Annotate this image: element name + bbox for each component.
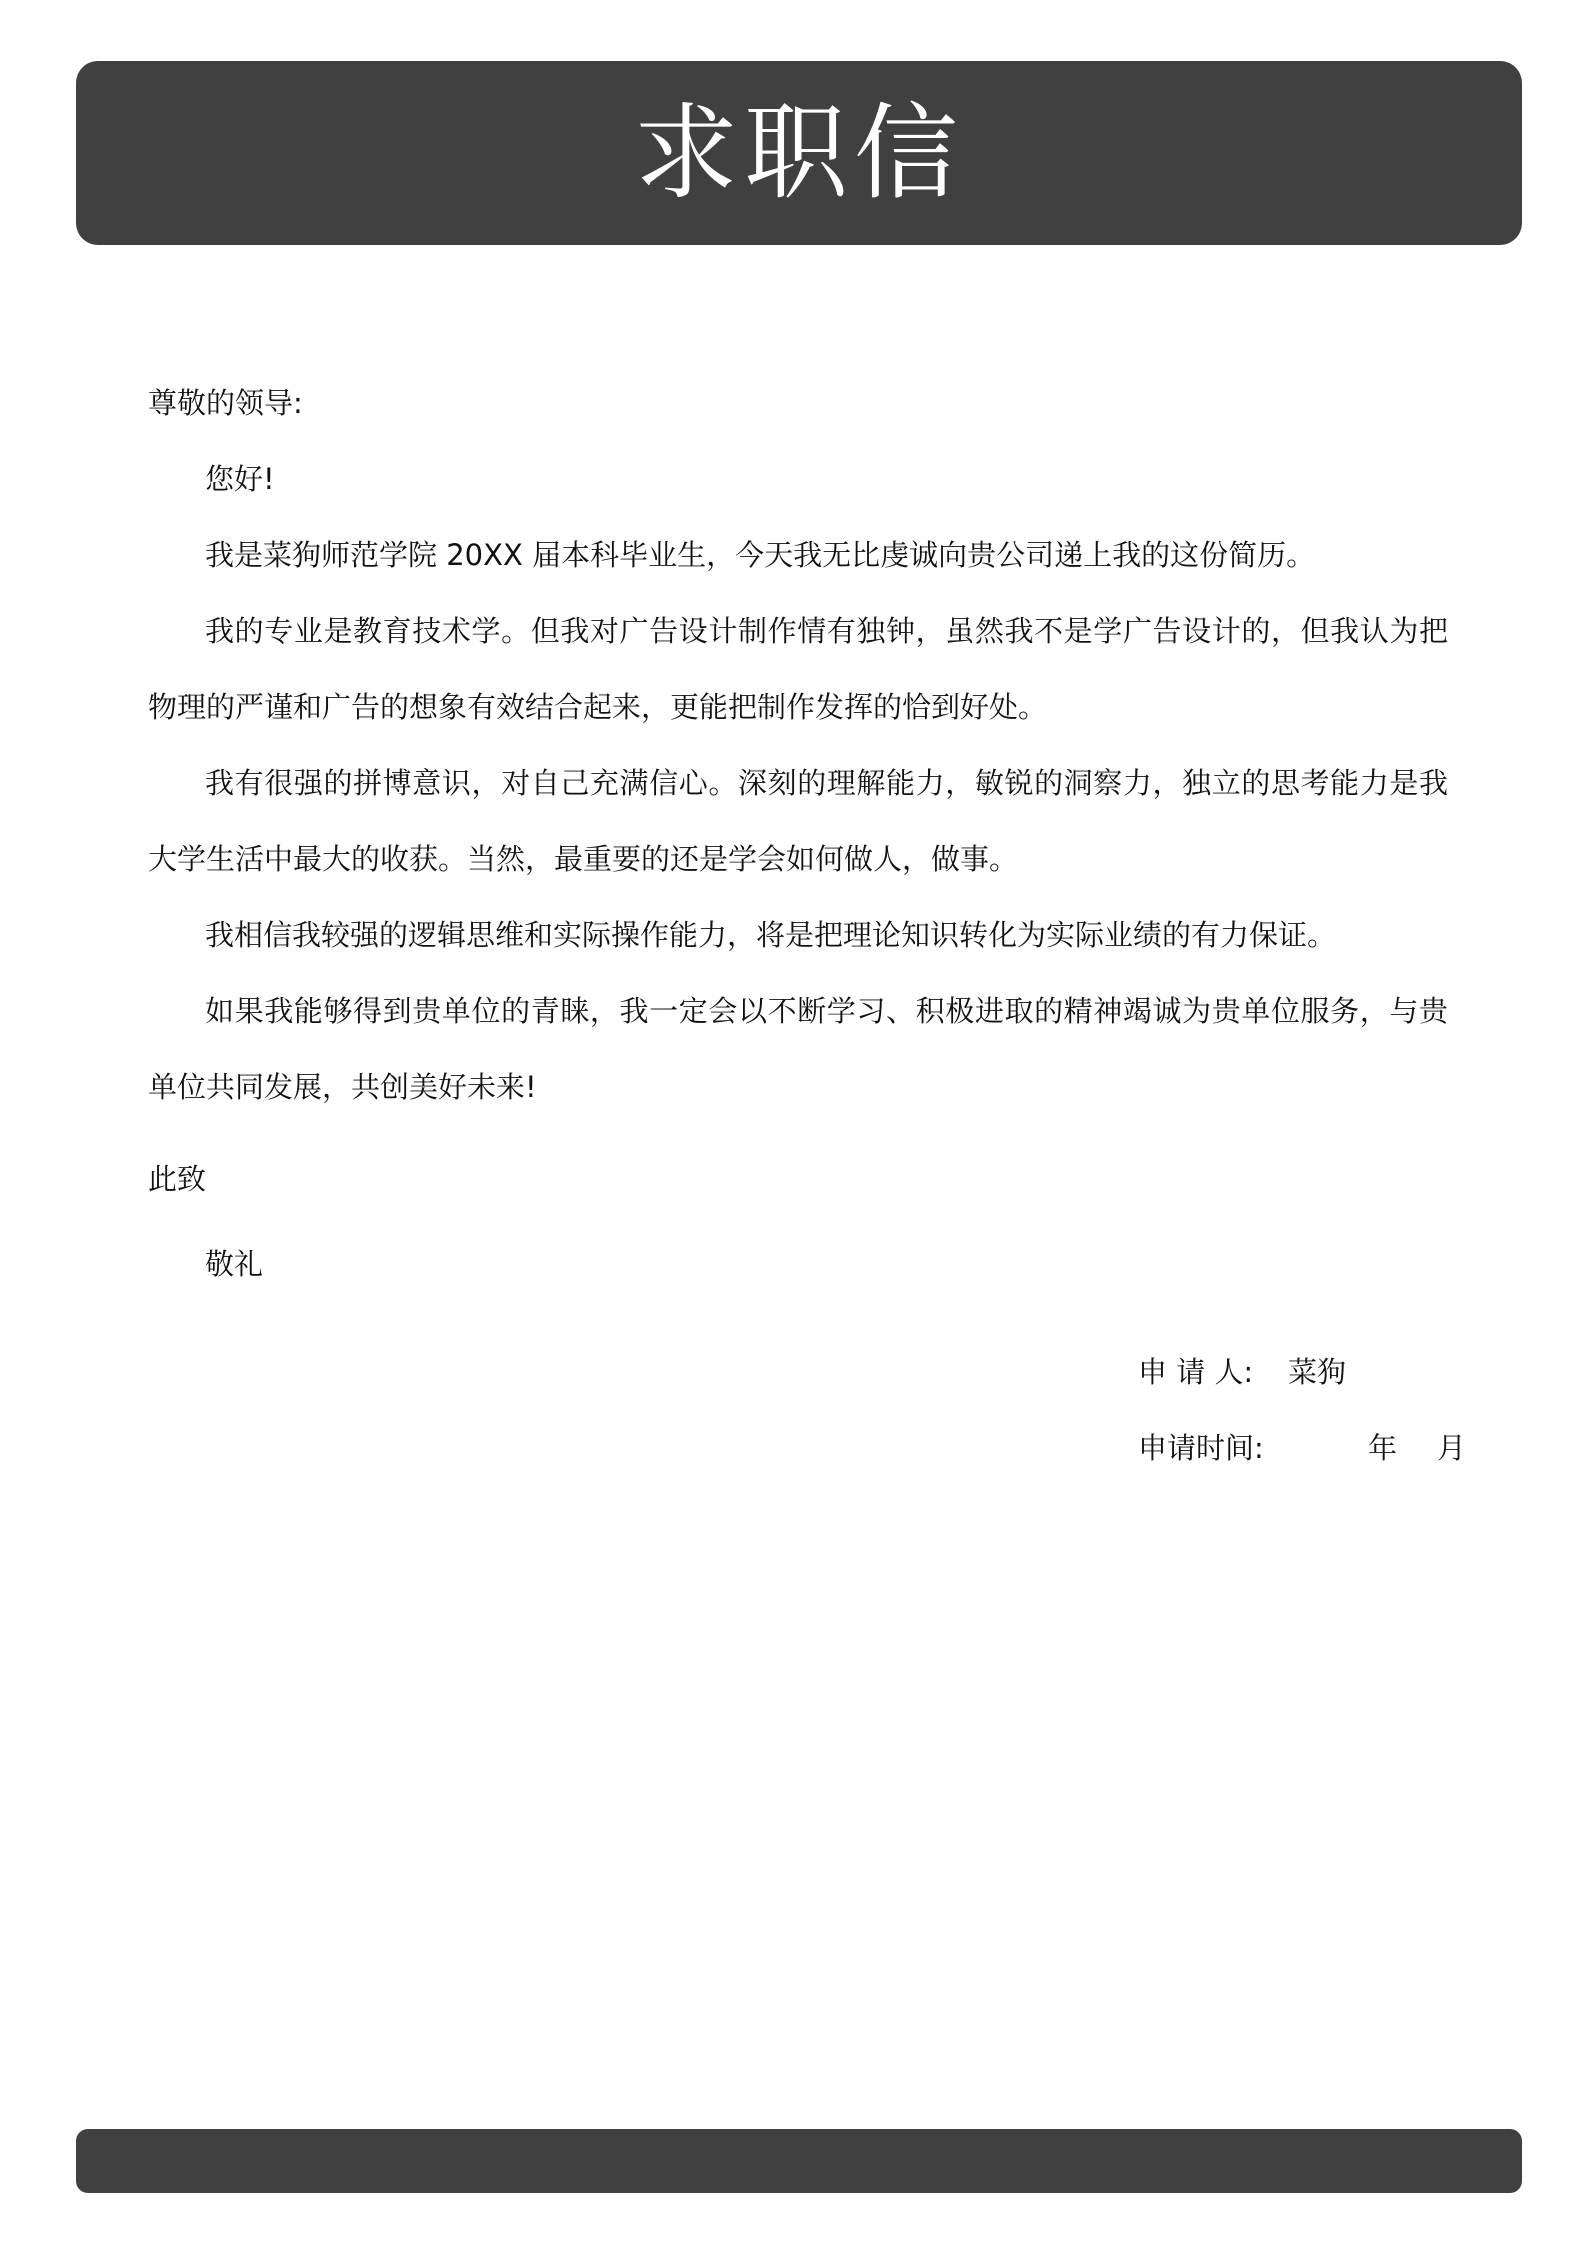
date-label: 申请时间:: [1138, 1431, 1264, 1465]
month-label: 月: [1437, 1431, 1467, 1465]
closing-line-2: 敬礼: [205, 1247, 264, 1281]
closing-line-1: 此致: [148, 1162, 207, 1196]
paragraph-2-line-2: 物理的严谨和广告的想象有效结合起来，更能把制作发挥的恰到好处。: [148, 690, 1048, 724]
paragraph-4: 我相信我较强的逻辑思维和实际操作能力，将是把理论知识转化为实际业绩的有力保证。: [205, 918, 1337, 952]
greeting: 您好!: [205, 462, 275, 496]
applicant-name: 菜狗: [1288, 1355, 1347, 1389]
paragraph-5-line-2: 单位共同发展，共创美好未来!: [148, 1070, 537, 1104]
salutation: 尊敬的领导:: [148, 386, 303, 420]
footer-banner: [76, 2129, 1522, 2193]
year-label: 年: [1368, 1431, 1398, 1465]
header-banner: [76, 61, 1522, 245]
date-line: [1138, 1428, 1466, 1468]
paragraph-3-line-2: 大学生活中最大的收获。当然，最重要的还是学会如何做人，做事。: [148, 842, 1019, 876]
applicant-label: 申 请 人:: [1138, 1355, 1254, 1389]
page-title: 求职信: [633, 92, 964, 214]
paragraph-5-line-1: 如果我能够得到贵单位的青睐，我一定会以不断学习、积极进取的精神竭诚为贵单位服务，与贵: [205, 994, 1448, 1028]
paragraph-1: 我是菜狗师范学院 20XX 届本科毕业生，今天我无比虔诚向贵公司递上我的这份简历。: [205, 538, 1316, 572]
paragraph-3-line-1: 我有很强的拼博意识，对自己充满信心。深刻的理解能力，敏锐的洞察力，独立的思考能力是我: [205, 766, 1448, 800]
paragraph-2-line-1: 我的专业是教育技术学。但我对广告设计制作情有独钟，虽然我不是学广告设计的，但我认为把: [205, 614, 1448, 648]
applicant-line: [1138, 1352, 1346, 1392]
